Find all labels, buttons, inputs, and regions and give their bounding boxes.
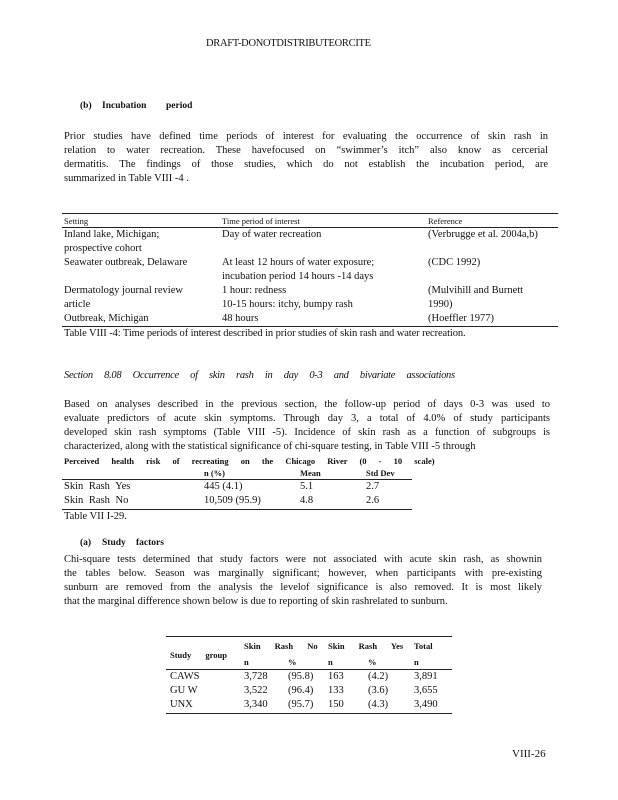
table-header-rule <box>62 227 558 228</box>
risk-row-mean: 4.8 <box>300 495 314 506</box>
paragraph-line: summarized in Table VIII -4 . <box>64 173 189 184</box>
study-row-total: 3,655 <box>414 685 438 696</box>
study-table-sub-n: n <box>328 657 333 667</box>
study-row-yes-pct: (4.2) <box>368 671 389 682</box>
study-table-header-total: Total <box>414 641 433 651</box>
risk-table-subheader-sd: Std Dev <box>366 468 395 478</box>
study-table-group-header: Study group <box>170 650 227 660</box>
section-808-heading: Section 8.08 Occurrence of skin rash in day 0-3 and bivariate associations <box>64 370 455 381</box>
table-cell: Seawater outbreak, Delaware <box>64 257 188 268</box>
table-header-setting: Setting <box>64 216 89 226</box>
page-number: VIII-26 <box>512 748 546 760</box>
table-bottom-rule <box>62 326 558 327</box>
risk-row-sd: 2.6 <box>366 495 380 506</box>
section-b-paragraph <box>64 130 548 186</box>
section-b-title-word2: period <box>166 101 193 111</box>
study-row-no-n: 3,340 <box>244 699 268 710</box>
section-a-title-word1: Study <box>102 538 126 548</box>
table-cell: article <box>64 299 91 310</box>
paragraph-line: Prior studies have defined time periods of interest for evaluating the occurrence of skin rash in <box>64 131 548 142</box>
study-row-yes-n: 163 <box>328 671 344 682</box>
table-top-rule <box>62 213 558 214</box>
study-row-no-n: 3,522 <box>244 685 268 696</box>
paragraph-line: characterized, along with the statistical significance of chi-square testing, in Table VIII -5 through <box>64 441 476 452</box>
table-header-time: Time period of interest <box>222 216 300 226</box>
table-cell: Inland lake, Michigan; <box>64 229 160 240</box>
study-row-total: 3,490 <box>414 699 438 710</box>
table-cell: Outbreak, Michigan <box>64 313 149 324</box>
paragraph-line: dermatitis. The findings of those studies, which do not establish the incubation period, are <box>64 159 548 170</box>
risk-table-subheader-mean: Mean <box>300 468 321 478</box>
paragraph-line: sunburn are removed from the analysis the levelof significance is also removed. It is most likely <box>64 582 542 593</box>
paragraph-line: relation to water recreation. These havefocused on “swimmer’s itch” also know as cercerial <box>64 145 548 156</box>
paragraph-line: developed skin rash symptoms (Table VIII -5). Incidence of skin rash as a function of subgroups is <box>64 427 550 438</box>
study-table-header-rule <box>166 669 452 670</box>
study-table-header-yes: Skin Rash Yes <box>328 641 404 651</box>
section-a-title-word2: factors <box>136 538 164 548</box>
section-a-paragraph <box>64 553 542 609</box>
table-cell: 48 hours <box>222 313 259 324</box>
paragraph-line: Based on analyses described in the previous section, the follow-up period of days 0-3 was used to <box>64 399 550 410</box>
risk-table-header-rule <box>62 479 412 480</box>
table-cell: Day of water recreation <box>222 229 322 240</box>
table-cell: Dermatology journal review <box>64 285 183 296</box>
risk-row-label: Skin Rash Yes <box>64 481 131 492</box>
study-table-top-rule <box>166 636 452 637</box>
risk-row-n: 445 (4.1) <box>204 481 243 492</box>
section-b-title-word1: Incubation <box>102 101 147 111</box>
study-row-yes-n: 133 <box>328 685 344 696</box>
table-cell: 10-15 hours: itchy, bumpy rash <box>222 299 353 310</box>
table-cell: 1 hour: redness <box>222 285 287 296</box>
study-table-header-no: Skin Rash No <box>244 641 318 651</box>
table-cell: incubation period 14 hours -14 days <box>222 271 374 282</box>
study-row-group: CAWS <box>170 671 200 682</box>
table-caption: Table VIII -4: Time periods of interest described in prior studies of skin rash and water recreation. <box>64 328 466 339</box>
table-cell: At least 12 hours of water exposure; <box>222 257 375 268</box>
table-cell: (CDC 1992) <box>428 257 481 268</box>
table-cell: 1990) <box>428 299 453 310</box>
table-cell: (Hoeffler 1977) <box>428 313 494 324</box>
study-row-yes-pct: (4.3) <box>368 699 389 710</box>
study-row-group: GU W <box>170 685 198 696</box>
paragraph-line: Chi-square tests determined that study factors were not associated with acute skin rash, as shownin <box>64 554 542 565</box>
section-808-paragraph <box>64 398 550 454</box>
risk-row-mean: 5.1 <box>300 481 314 492</box>
risk-row-label: Skin Rash No <box>64 495 129 506</box>
risk-table-header: Perceived health risk of recreating on the Chicago River (0 - 10 scale) <box>64 456 435 466</box>
paragraph-line: evaluate predictors of acute skin symptoms. Through day 3, a total of 4.0% of study participants <box>64 413 550 424</box>
paragraph-line: the tables below. Season was marginally significant; however, when participants with pre-existing <box>64 568 542 579</box>
draft-notice: DRAFT-DONOTDISTRIBUTEORCITE <box>206 38 371 49</box>
study-row-total: 3,891 <box>414 671 438 682</box>
study-row-no-pct: (96.4) <box>288 685 314 696</box>
study-table-sub-pct: % <box>288 657 297 667</box>
study-row-yes-pct: (3.6) <box>368 685 389 696</box>
study-table-sub-n: n <box>414 657 419 667</box>
risk-row-n: 10,509 (95.9) <box>204 495 261 506</box>
study-table-sub-pct: % <box>368 657 377 667</box>
table-cell: prospective cohort <box>64 243 142 254</box>
section-b-label: (b) <box>80 101 92 111</box>
study-row-group: UNX <box>170 699 193 710</box>
table-cell: (Verbrugge et al. 2004a,b) <box>428 229 538 240</box>
table-cell: (Mulvihill and Burnett <box>428 285 524 296</box>
paragraph-line: that the marginal difference shown below is due to reporting of skin rashrelated to sunburn. <box>64 596 448 607</box>
risk-row-sd: 2.7 <box>366 481 380 492</box>
risk-table-bottom-rule <box>62 509 412 510</box>
risk-table-subheader-n: n (%) <box>204 468 226 478</box>
study-table-bottom-rule <box>166 713 452 714</box>
study-row-no-pct: (95.7) <box>288 699 314 710</box>
table-header-reference: Reference <box>428 216 463 226</box>
study-row-yes-n: 150 <box>328 699 344 710</box>
study-row-no-pct: (95.8) <box>288 671 314 682</box>
study-table-sub-n: n <box>244 657 249 667</box>
section-a-label: (a) <box>80 538 92 548</box>
risk-table-caption: Table VII I-29. <box>64 511 127 522</box>
study-row-no-n: 3,728 <box>244 671 268 682</box>
